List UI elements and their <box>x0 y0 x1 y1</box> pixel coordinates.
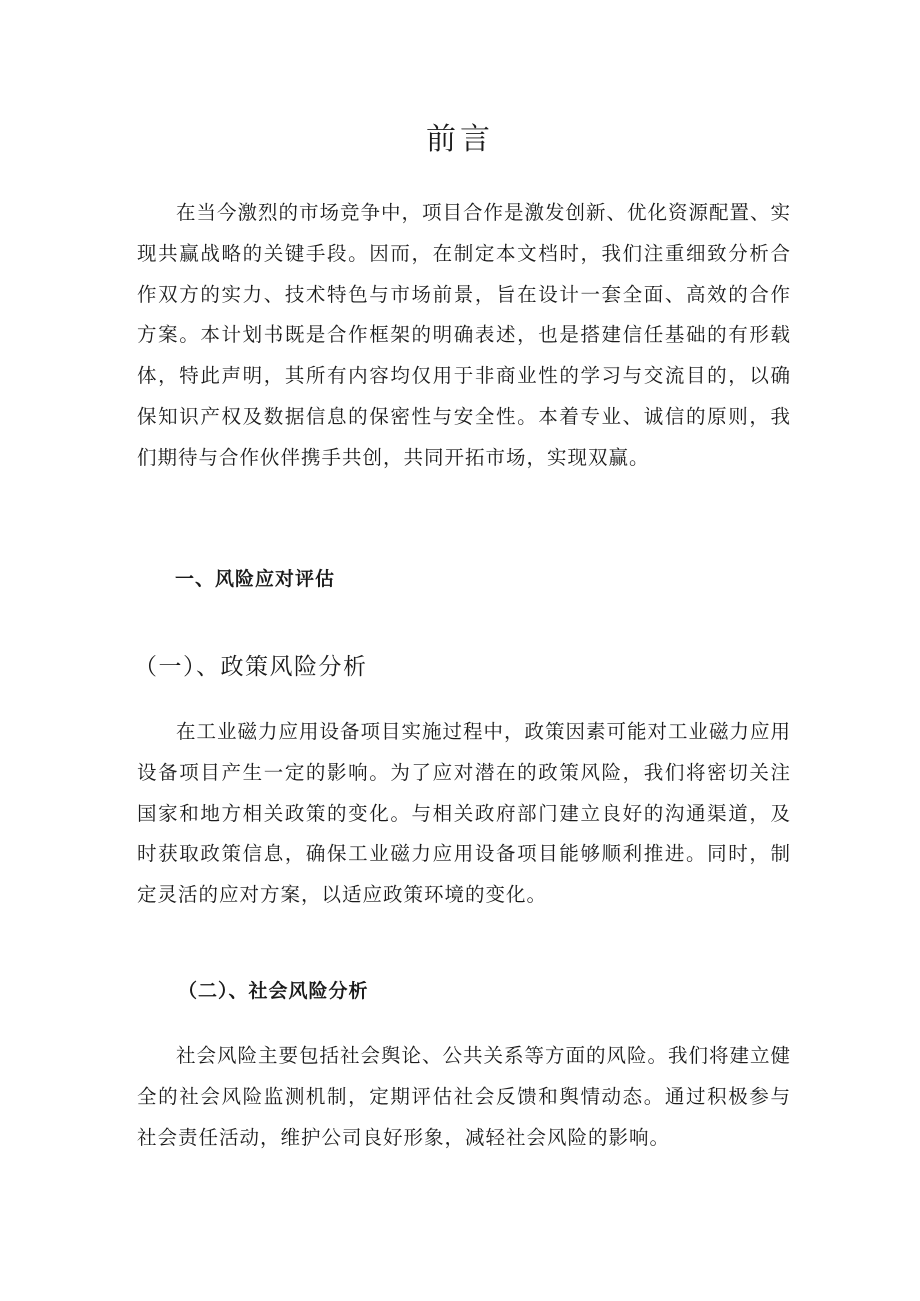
policy-risk-paragraph: 在工业磁力应用设备项目实施过程中，政策因素可能对工业磁力应用设备项目产生一定的影响。为了应对潜在的政策风险，我们将密切关注国家和地方相关政策的变化。与相关政府部门建立良好的沟通渠道，及时获取政策信息，确保工业磁力应用设备项目能够顺利推进。同时，制定灵活的应对方案，以适应政策环境的变化。 <box>137 720 792 907</box>
page-title: 前言 <box>426 122 494 157</box>
preface-paragraph: 在当今激烈的市场竞争中，项目合作是激发创新、优化资源配置、实现共赢战略的关键手段。因而，在制定本文档时，我们注重细致分析合作双方的实力、技术特色与市场前景，旨在设计一套全面、高效的合作方案。本计划书既是合作框架的明确表述，也是搭建信任基础的有形载体，特此声明，其所有内容均仅用于非商业性的学习与交流目的，以确保知识产权及数据信息的保密性与安全性。本着专业、诚信的原则，我们期待与合作伙伴携手共创，共同开拓市场，实现双赢。 <box>137 201 792 469</box>
social-risk-paragraph: 社会风险主要包括社会舆论、公共关系等方面的风险。我们将建立健全的社会风险监测机制，定期评估社会反馈和舆情动态。通过积极参与社会责任活动，维护公司良好形象，减轻社会风险的影响。 <box>137 1044 792 1149</box>
section-heading-risk-assessment: 一、风险应对评估 <box>175 568 336 590</box>
subsection-heading-social-risk: （二）、社会风险分析 <box>178 980 369 1002</box>
subsection-heading-policy-risk: （一）、政策风险分析 <box>134 654 368 680</box>
